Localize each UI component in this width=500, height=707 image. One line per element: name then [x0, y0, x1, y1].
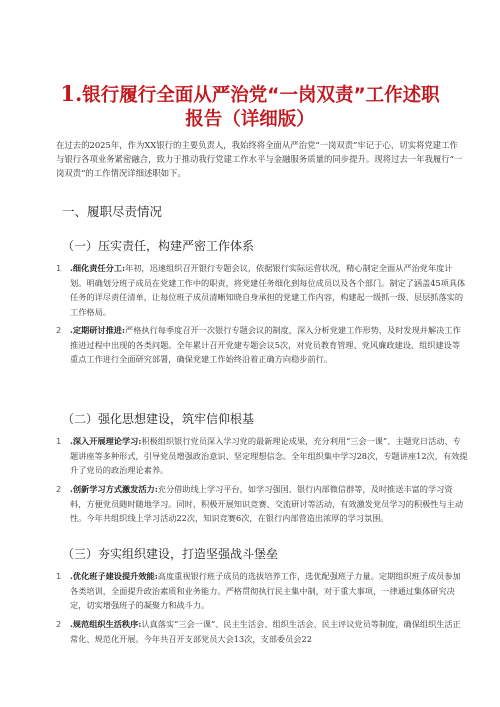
item-index: 2 [56, 484, 62, 494]
item-index: 1 [56, 436, 62, 446]
item-text: 严格执行每季度召开一次银行专题会议的制度，深入分析党建工作形势，及时发现并解决工作推进过程中出现的各类问题。全年累计召开党建专题会议5次，对党员教育管理、党风廉政建设、组织建设等重点工作进行全面研究部署，确保党建工作始终沿着正确方向稳步前行。 [70, 325, 461, 365]
item-index: 1 [56, 263, 62, 273]
item-text: 认真落实“三会一课”、民主生活会、组织生活会、民主评议党员等制度，确保组织生活正常化、规范化开展。今年共召开支部党员大会13次，支部委员会22 [70, 619, 461, 644]
document-title-line-2: 报告（详细版） [185, 109, 315, 130]
item-lead: .细化责任分工: [70, 263, 125, 273]
item-index: 1 [56, 571, 62, 581]
subsection-heading-2: （二）强化思想建设，筑牢信仰根基 [62, 412, 255, 426]
list-item [56, 482, 468, 526]
item-index: 2 [56, 619, 62, 629]
item-text: 积极组织银行党员深入学习党的最新理论成果，充分利用“三会一课”、主题党日活动、专题讲座等多种形式，引导党员增强政治意识、坚定理想信念。全年组织集中学习28次，专题讲座12次，有效提升了党员的政治理论素养。 [70, 436, 468, 476]
list-item [56, 617, 468, 646]
title-text-1: 银行履行全面从严治党“一岗双责”工作述职 [82, 85, 440, 106]
document-title-line-1 [40, 80, 460, 109]
intro-paragraph: 在过去的2025年，作为XX银行的主要负责人，我始终将全面从严治党“一岗双责”牢记于心，切实将党建工作与银行各项业务紧密融合，致力于推动我行党建工作水平与金融服务质量的同步提升。现将过去一年我履行“一岗双责”的工作情况详细述职如下。 [56, 140, 463, 178]
item-lead: .规范组织生活秩序: [70, 619, 142, 629]
title-number: 1. [60, 81, 83, 106]
item-text: 高度重视银行班子成员的选拔培养工作，选优配强班子力量。定期组织班子成员参加各类培训，全面提升政治素质和业务能力。严格贯彻执行民主集中制，对于重大事项，一律通过集体研究决定，切实增强班子的凝聚力和战斗力。 [70, 571, 461, 611]
item-index: 2 [56, 325, 62, 335]
list-item [56, 323, 468, 367]
item-text: 年初，迅速组织召开银行专题会议，依据银行实际运营状况，精心制定全面从严治党年度计划。明确划分班子成员在党建工作中的职责，将党建任务细化到每位成员以及各个部门。制定了涵盖45项具体任务的详尽责任清单，让每位班子成员清晰知晓自身承担的党建工作内容，构建起一级抓一级、层层抓落实的工作格局。 [70, 263, 466, 317]
item-text: 充分借助线上学习平台，如学习强国、银行内部微信群等，及时推送丰富的学习资料，方便党员随时随地学习。同时，积极开展知识竞赛、交流研讨等活动，有效激发党员学习的积极性与主动性。今年共组织线上学习活动22次，知识竞赛6次，在银行内部营造出浓厚的学习氛围。 [70, 484, 464, 524]
item-lead: .深入开展理论学习: [70, 436, 142, 446]
item-lead: .优化班子建设提升效能: [70, 571, 158, 581]
subsection-heading-3: （三）夯实组织建设，打造坚强战斗堡垒 [62, 547, 279, 561]
section-heading-1: 一、履职尽责情况 [62, 204, 163, 219]
item-lead: .定期研讨推进: [70, 325, 125, 335]
item-lead: .创新学习方式激发活力: [70, 484, 158, 494]
list-item [56, 434, 468, 478]
subsection-heading-1: （一）压实责任，构建严密工作体系 [62, 239, 255, 253]
list-item [56, 569, 468, 613]
list-item [56, 261, 468, 319]
